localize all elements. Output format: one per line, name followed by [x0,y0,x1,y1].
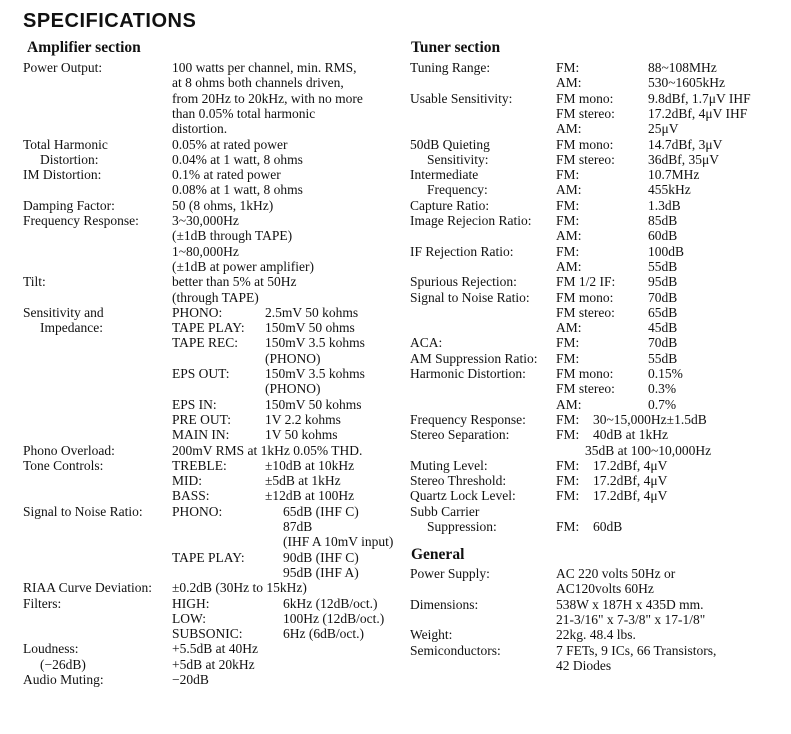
spec-value: 35dB at 100~10,000Hz [585,442,712,458]
spec-value-detail: 150mV 50 kohms [265,396,362,412]
spec-band: AM: [556,75,582,91]
spec-label: Muting Level: [410,457,488,473]
spec-value: −20dB [172,672,209,687]
spec-label: Damping Factor: [23,197,115,213]
spec-value: 17.2dBf, 4μV IHF [648,105,748,121]
spec-label: Tuning Range: [410,60,491,75]
spec-label: Weight: [410,627,453,643]
spec-row [410,198,785,213]
spec-value: 17.2dBf, 4μV [593,457,668,473]
spec-label: Sensitivity and [23,304,104,320]
spec-value-figure: 6kHz (12dB/oct.) [283,595,378,611]
spec-value: at 8 ohms both channels driven, [172,75,344,91]
spec-row [410,412,785,427]
spec-label: Dimensions: [410,596,479,612]
spec-row [23,580,393,595]
spec-row [410,643,785,658]
spec-row [23,60,393,75]
spec-row [23,305,393,320]
spec-row [23,366,393,381]
spec-row [410,566,785,581]
spec-value: distortion. [172,121,228,137]
spec-value: AC 220 volts 50Hz or [556,566,676,581]
spec-band: FM 1/2 IF: [556,274,616,290]
spec-value: 538W x 187H x 435D mm. [556,596,704,612]
spec-row [410,366,785,381]
spec-band: AM: [556,396,582,412]
spec-row [23,519,393,534]
spec-value: BASS: [172,488,210,504]
spec-row [23,534,393,549]
spec-band: FM: [556,167,580,183]
spec-row [410,167,785,182]
spec-label: Power Output: [23,60,103,75]
spec-value: 1~80,000Hz [172,243,239,259]
spec-label: Tone Controls: [23,457,104,473]
spec-band: FM mono: [556,289,614,305]
spec-band: FM mono: [556,90,614,106]
spec-value: ±0.2dB (30Hz to 15kHz) [172,580,307,596]
spec-band: FM stereo: [556,105,615,121]
spec-row [410,320,785,335]
spec-value: 65dB [648,304,678,320]
spec-value: +5dB at 20kHz [172,656,255,672]
spec-value: MID: [172,473,202,489]
spec-value: 455kHz [648,182,691,198]
spec-row [23,657,393,672]
spec-row [410,106,785,121]
spec-label: Power Supply: [410,566,490,581]
spec-label: Quartz Lock Level: [410,488,516,504]
spec-value: 45dB [648,320,678,336]
spec-band: AM: [556,121,582,137]
spec-row [410,473,785,488]
tuner-section-heading: Tuner section [411,39,501,56]
spec-row [410,305,785,320]
spec-row [410,597,785,612]
spec-row [23,550,393,565]
spec-value-figure: 65dB (IHF C) [283,503,359,519]
spec-row [23,198,393,213]
spec-row [23,167,393,182]
spec-value-detail: (PHONO) [265,350,321,366]
spec-value-detail: 1V 2.2 kohms [265,411,341,427]
spec-value: 0.08% at 1 watt, 8 ohms [172,182,303,198]
spec-label: Signal to Noise Ratio: [23,503,143,519]
spec-label: Semiconductors: [410,642,501,658]
spec-row [23,75,393,90]
spec-row [410,182,785,197]
spec-row [23,274,393,289]
spec-value: better than 5% at 50Hz [172,274,297,290]
spec-band: FM: [556,411,580,427]
spec-value: 14.7dBf, 3μV [648,136,723,152]
spec-value: 17.2dBf, 4μV [593,473,668,489]
spec-row [23,228,393,243]
spec-band: FM: [556,213,580,228]
spec-row [410,274,785,289]
spec-value: 0.04% at 1 watt, 8 ohms [172,151,303,167]
spec-value-figure: 87dB [283,519,313,534]
spec-band: AM: [556,258,582,274]
spec-label: AM Suppression Ratio: [410,350,538,366]
spec-label: Suppression: [427,519,497,534]
spec-value: from 20Hz to 20kHz, with no more [172,90,363,106]
spec-row [23,397,393,412]
spec-row [410,75,785,90]
spec-value: EPS IN: [172,396,217,412]
spec-label: Usable Sensitivity: [410,90,513,106]
spec-label: (−26dB) [40,656,86,672]
spec-label: Stereo Separation: [410,427,510,443]
spec-row [410,581,785,596]
spec-value: TAPE PLAY: [172,549,245,565]
spec-label: Filters: [23,595,62,611]
spec-row [23,596,393,611]
spec-label: Phono Overload: [23,442,115,458]
spec-label: Spurious Rejection: [410,274,517,290]
spec-row [410,213,785,228]
spec-value-detail: 1V 50 kohms [265,427,338,443]
spec-band: FM stereo: [556,151,615,167]
spec-value: 40dB at 1kHz [593,427,668,443]
spec-value: AC120volts 60Hz [556,581,654,597]
spec-value: (±1dB through TAPE) [172,228,293,244]
spec-row [23,91,393,106]
spec-value: 0.3% [648,381,677,397]
spec-row [23,488,393,503]
spec-value: 530~1605kHz [648,75,726,91]
spec-band: FM mono: [556,136,614,152]
spec-label: Image Rejecion Ratio: [410,213,532,228]
spec-row [23,182,393,197]
spec-band: FM: [556,427,580,443]
spec-value-detail: (PHONO) [265,381,321,397]
spec-band: FM: [556,519,580,534]
spec-value-detail: 150mV 3.5 kohms [265,335,365,351]
spec-band: FM: [556,197,580,213]
spec-value: 17.2dBf, 4μV [593,488,668,504]
spec-band: FM: [556,350,580,366]
amplifier-section-heading: Amplifier section [27,39,141,56]
spec-value: 22kg. 48.4 lbs. [556,627,636,643]
spec-label: RIAA Curve Deviation: [23,580,152,596]
spec-value: EPS OUT: [172,366,230,381]
spec-label: Intermediate [410,167,479,183]
spec-label: Frequency Response: [23,213,139,228]
spec-row [410,504,785,519]
spec-value: LOW: [172,610,206,626]
spec-value-detail: 2.5mV 50 kohms [265,304,359,320]
spec-value-detail: 150mV 3.5 kohms [265,366,365,381]
spec-row [23,565,393,580]
spec-label: IM Distortion: [23,167,102,183]
spec-row [23,137,393,152]
spec-label: Capture Ratio: [410,197,490,213]
spec-value: PHONO: [172,503,223,519]
spec-label: Signal to Noise Ratio: [410,289,530,305]
spec-value: 36dBf, 35μV [648,151,719,167]
spec-label: IF Rejection Ratio: [410,243,514,259]
spec-label: Distortion: [40,151,99,167]
spec-value: TREBLE: [172,457,227,473]
spec-row [410,91,785,106]
spec-value: 21-3/16" x 7-3/8" x 17-1/8" [556,611,706,627]
spec-value: 60dB [648,228,678,244]
spec-row [23,213,393,228]
spec-value: than 0.05% total harmonic [172,105,316,121]
spec-value-detail: ±12dB at 100Hz [265,488,355,504]
spec-value: MAIN IN: [172,427,230,443]
spec-value: 0.15% [648,366,683,381]
spec-row [23,412,393,427]
spec-value: SUBSONIC: [172,626,243,642]
spec-value: 7 FETs, 9 ICs, 66 Transistors, [556,642,717,658]
spec-row [23,351,393,366]
spec-value: 30~15,000Hz±1.5dB [593,411,707,427]
spec-row [410,427,785,442]
spec-value: TAPE REC: [172,335,239,351]
spec-row [23,121,393,136]
spec-row [410,137,785,152]
spec-label: Frequency: [427,182,488,198]
page-title: SPECIFICATIONS [23,10,197,32]
spec-value: 55dB [648,258,678,274]
spec-value: 85dB [648,213,678,228]
spec-label: Impedance: [40,320,103,336]
spec-value-figure: 100Hz (12dB/oct.) [283,610,385,626]
spec-row [23,641,393,656]
spec-row [410,290,785,305]
spec-value: 9.8dBf, 1.7μV IHF [648,90,751,106]
spec-row [410,488,785,503]
spec-value: 70dB [648,335,678,351]
spec-band: FM mono: [556,366,614,381]
spec-value: 55dB [648,350,678,366]
spec-label: Harmonic Distortion: [410,366,526,381]
spec-label: Stereo Threshold: [410,473,507,489]
spec-value: 0.7% [648,396,677,412]
spec-value: 0.05% at rated power [172,136,288,152]
general-section-heading: General [411,546,465,563]
spec-row [410,658,785,673]
spec-band: FM: [556,335,580,351]
spec-value: PHONO: [172,304,223,320]
spec-label: Total Harmonic [23,136,108,152]
spec-row [410,443,785,458]
spec-value: 60dB [593,519,623,534]
spec-row [23,443,393,458]
spec-band: AM: [556,228,582,244]
spec-band: FM: [556,243,580,259]
spec-row [410,335,785,350]
spec-value: 200mV RMS at 1kHz 0.05% THD. [172,442,363,458]
spec-row [410,228,785,243]
spec-row [23,152,393,167]
spec-value-detail: 150mV 50 ohms [265,320,355,336]
spec-value: 0.1% at rated power [172,167,281,183]
spec-value-figure: 95dB (IHF A) [283,564,359,580]
spec-label: 50dB Quieting [410,136,490,152]
spec-row [410,519,785,534]
spec-row [410,458,785,473]
spec-value: 3~30,000Hz [172,213,239,228]
spec-row [410,351,785,366]
spec-value: 10.7MHz [648,167,700,183]
spec-label: Subb Carrier [410,503,480,519]
spec-row [23,458,393,473]
spec-value: TAPE PLAY: [172,320,245,336]
spec-label: ACA: [410,335,443,351]
spec-row [23,473,393,488]
spec-value: 42 Diodes [556,657,612,673]
spec-row [410,121,785,136]
spec-band: AM: [556,182,582,198]
spec-label: Sensitivity: [427,151,489,167]
spec-row [23,320,393,335]
spec-label: Frequency Response: [410,411,526,427]
spec-value: PRE OUT: [172,411,231,427]
spec-row [23,611,393,626]
spec-row [410,60,785,75]
spec-row [410,152,785,167]
spec-label: Tilt: [23,274,46,290]
spec-band: FM stereo: [556,381,615,397]
spec-row [23,290,393,305]
spec-band: FM: [556,488,580,504]
spec-value-figure: 90dB (IHF C) [283,549,359,565]
spec-value: 100 watts per channel, min. RMS, [172,60,357,75]
spec-value-detail: ±5dB at 1kHz [265,473,341,489]
spec-row [410,381,785,396]
spec-row [410,397,785,412]
spec-value: 95dB [648,274,678,290]
spec-row [23,504,393,519]
spec-band: FM stereo: [556,304,615,320]
spec-row [23,335,393,350]
spec-value: (through TAPE) [172,289,259,305]
spec-row [23,427,393,442]
spec-band: FM: [556,457,580,473]
spec-value: +5.5dB at 40Hz [172,641,258,657]
spec-band: FM: [556,60,580,75]
spec-value: HIGH: [172,595,210,611]
spec-row [23,626,393,641]
spec-value-detail: ±10dB at 10kHz [265,457,355,473]
spec-row [410,612,785,627]
spec-value: 1.3dB [648,197,681,213]
spec-row [23,381,393,396]
spec-value-figure: 6Hz (6dB/oct.) [283,626,364,642]
spec-row [23,106,393,121]
spec-value: 50 (8 ohms, 1kHz) [172,197,274,213]
spec-row [23,672,393,687]
spec-row [23,259,393,274]
spec-row [410,259,785,274]
spec-value: 88~108MHz [648,60,717,75]
spec-value: 25μV [648,121,679,137]
spec-value: (±1dB at power amplifier) [172,258,314,274]
spec-row [410,244,785,259]
spec-band: FM: [556,473,580,489]
spec-label: Audio Muting: [23,672,104,687]
spec-row [410,627,785,642]
spec-row [23,244,393,259]
spec-value-figure: (IHF A 10mV input) [283,534,394,550]
spec-label: Loudness: [23,641,79,657]
spec-band: AM: [556,320,582,336]
spec-value: 70dB [648,289,678,305]
spec-value: 100dB [648,243,685,259]
